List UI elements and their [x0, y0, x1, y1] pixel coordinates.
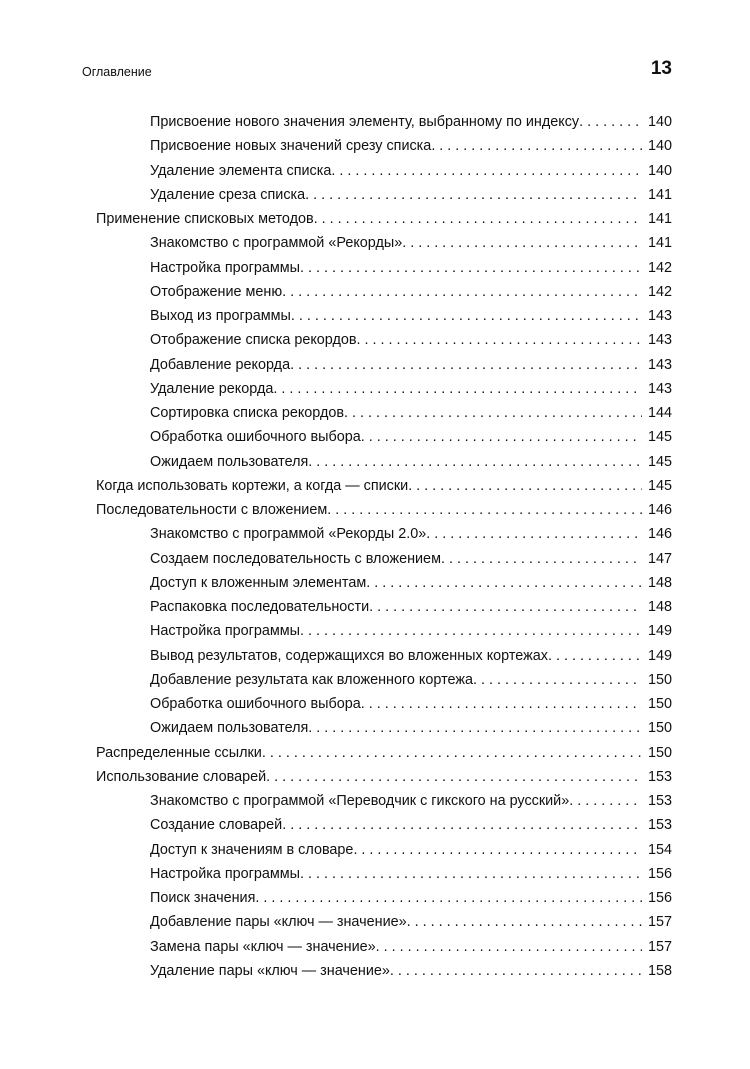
toc-entry [96, 668, 672, 692]
dot-leader [266, 765, 642, 789]
toc-entry-title: Сортировка списка рекордов [150, 405, 344, 421]
toc-entry [96, 256, 672, 280]
toc-entry-page: 144 [647, 405, 672, 421]
toc-entry [96, 935, 672, 959]
toc-entry-page: 153 [647, 768, 672, 785]
toc-entry-page: 143 [647, 332, 672, 349]
toc-entry-title: Последовательности с вложением [96, 502, 328, 518]
toc-entry [96, 110, 672, 134]
toc-entry-page: 143 [647, 380, 672, 397]
toc-entry [96, 910, 672, 934]
toc-entry [96, 498, 672, 522]
toc-entry-page: 158 [647, 962, 672, 979]
dot-leader [300, 619, 642, 643]
toc-entry-title: Ожидаем пользователя [150, 453, 309, 470]
dot-leader [402, 231, 642, 255]
dot-leader [273, 377, 642, 401]
toc-entry [96, 547, 672, 571]
toc-entry-page: 145 [647, 477, 672, 494]
dot-leader [357, 328, 642, 352]
toc-entry-title: Доступ к значениям в словаре [150, 841, 354, 858]
toc-entry-title: Удаление рекорда [150, 380, 274, 397]
toc-entry-title: Настройка программы [150, 865, 301, 882]
dot-leader [473, 668, 642, 692]
toc-entry-page: 142 [647, 283, 672, 300]
toc-entry-title: Выход из программы [150, 308, 291, 324]
dot-leader [569, 789, 642, 813]
dot-leader [441, 547, 642, 571]
toc-entry-page: 140 [647, 114, 672, 130]
toc-entry [96, 692, 672, 716]
toc-entry [96, 183, 672, 207]
toc-entry [96, 159, 672, 183]
toc-entry [96, 862, 672, 886]
toc-entry-title: Обработка ошибочного выбора [150, 429, 361, 446]
toc-entry-title: Знакомство с программой «Рекорды» [150, 235, 403, 252]
toc-entry [96, 207, 672, 231]
toc-entry-title: Применение списковых методов [96, 211, 314, 227]
toc-entry-title: Настройка программы [150, 623, 301, 640]
dot-leader [366, 571, 642, 595]
toc-entry-page: 141 [647, 186, 672, 203]
dot-leader [291, 304, 642, 328]
toc-entry-page: 145 [647, 429, 672, 446]
toc-entry-page: 156 [647, 865, 672, 882]
toc-entry-title: Вывод результатов, содержащихся во вложенных кортежах [150, 647, 548, 664]
dot-leader [390, 959, 642, 983]
toc-entry [96, 522, 672, 546]
toc-entry-page: 150 [647, 720, 672, 737]
toc-entry [96, 644, 672, 668]
toc-entry [96, 789, 672, 813]
toc-entry-title: Когда использовать кортежи, а когда — списки [96, 477, 409, 494]
toc-entry [96, 425, 672, 449]
toc-entry-page: 153 [647, 817, 672, 834]
dot-leader [579, 110, 642, 134]
toc-entry [96, 765, 672, 789]
toc-entry-page: 157 [647, 938, 672, 955]
toc-entry-page: 149 [647, 623, 672, 640]
dot-leader [426, 522, 642, 546]
toc-entry [96, 134, 672, 158]
toc-entry-page: 157 [647, 914, 672, 931]
toc-entry-title: Добавление результата как вложенного кортежа [150, 671, 473, 688]
dot-leader [369, 595, 642, 619]
dot-leader [282, 280, 642, 304]
dot-leader [376, 935, 642, 959]
toc-entry [96, 474, 672, 498]
toc-entry-page: 150 [647, 744, 672, 761]
toc-entry-page: 141 [647, 235, 672, 252]
toc-entry-title: Ожидаем пользователя [150, 720, 309, 737]
toc-entry-title: Создаем последовательность с вложением [150, 550, 441, 567]
toc-entry-page: 140 [647, 162, 672, 179]
toc-entry [96, 595, 672, 619]
toc-entry [96, 741, 672, 765]
toc-entry-page: 150 [647, 696, 672, 712]
dot-leader [361, 425, 642, 449]
toc-entry-title: Создание словарей [150, 817, 283, 834]
toc-entry-title: Знакомство с программой «Переводчик с гикского на русский» [150, 793, 570, 809]
page-number: 13 [650, 58, 672, 79]
toc-entry [96, 838, 672, 862]
toc-entry-title: Настройка программы [150, 259, 301, 276]
toc-entry-page: 143 [647, 356, 672, 373]
toc-entry-page: 154 [647, 841, 672, 858]
dot-leader [255, 886, 642, 910]
toc-entry-page: 156 [647, 890, 672, 906]
toc-entry-page: 145 [647, 453, 672, 470]
page-header [82, 58, 672, 88]
toc-entry [96, 959, 672, 983]
toc-entry [96, 716, 672, 740]
toc-entry [96, 280, 672, 304]
toc-entry [96, 619, 672, 643]
toc-entry [96, 571, 672, 595]
toc-entry-title: Добавление рекорда [150, 356, 291, 373]
dot-leader [300, 256, 642, 280]
toc-entry-title: Использование словарей [96, 768, 267, 785]
toc-entry-page: 146 [647, 502, 672, 518]
dot-leader [308, 716, 642, 740]
toc-entry-page: 148 [647, 599, 672, 615]
toc-entry-page: 140 [647, 138, 672, 155]
dot-leader [431, 134, 642, 158]
dot-leader [290, 353, 642, 377]
toc-entry-title: Присвоение нового значения элементу, выбранному по индексу [150, 114, 580, 130]
dot-leader [300, 862, 642, 886]
toc-entry-page: 147 [647, 550, 672, 567]
toc-entry-title: Знакомство с программой «Рекорды 2.0» [150, 526, 427, 543]
toc-entry-title: Присвоение новых значений срезу списка [150, 138, 432, 155]
dot-leader [408, 474, 642, 498]
toc-entry [96, 231, 672, 255]
toc-entry-title: Удаление пары «ключ — значение» [150, 962, 390, 979]
toc-entry-page: 146 [647, 526, 672, 543]
dot-leader [353, 838, 642, 862]
toc-entry [96, 328, 672, 352]
toc-entry [96, 304, 672, 328]
toc-entry-page: 142 [647, 259, 672, 276]
toc-entry [96, 401, 672, 425]
dot-leader [407, 910, 642, 934]
dot-leader [327, 498, 642, 522]
toc-entry-title: Распаковка последовательности [150, 599, 370, 615]
toc-entry-title: Отображение меню [150, 283, 283, 300]
toc-entry-title: Удаление элемента списка [150, 162, 332, 179]
toc-entry-title: Поиск значения [150, 890, 256, 906]
toc-entry [96, 450, 672, 474]
toc-entry-page: 148 [647, 574, 672, 591]
toc-entry-page: 141 [647, 211, 672, 227]
dot-leader [361, 692, 642, 716]
toc-entry [96, 813, 672, 837]
toc-entry-title: Удаление среза списка [150, 186, 306, 203]
toc-entry-page: 153 [647, 793, 672, 809]
toc-entry-title: Доступ к вложенным элементам [150, 574, 367, 591]
dot-leader [262, 741, 642, 765]
dot-leader [308, 450, 642, 474]
dot-leader [344, 401, 642, 425]
dot-leader [548, 644, 642, 668]
toc-entry-title: Обработка ошибочного выбора [150, 696, 361, 712]
dot-leader [305, 183, 642, 207]
toc-entry-title: Замена пары «ключ — значение» [150, 938, 376, 955]
running-title: Оглавление [82, 65, 152, 79]
toc-entry [96, 353, 672, 377]
toc-entry-title: Отображение списка рекордов [150, 332, 357, 349]
toc-entry-page: 150 [647, 671, 672, 688]
toc-entry [96, 377, 672, 401]
toc-entry-page: 143 [647, 308, 672, 324]
toc-entry-page: 149 [647, 647, 672, 664]
table-of-contents [96, 110, 672, 983]
toc-entry-title: Добавление пары «ключ — значение» [150, 914, 407, 931]
toc-entry [96, 886, 672, 910]
dot-leader [314, 207, 642, 231]
dot-leader [282, 813, 642, 837]
dot-leader [331, 159, 642, 183]
toc-entry-title: Распределенные ссылки [96, 744, 262, 761]
